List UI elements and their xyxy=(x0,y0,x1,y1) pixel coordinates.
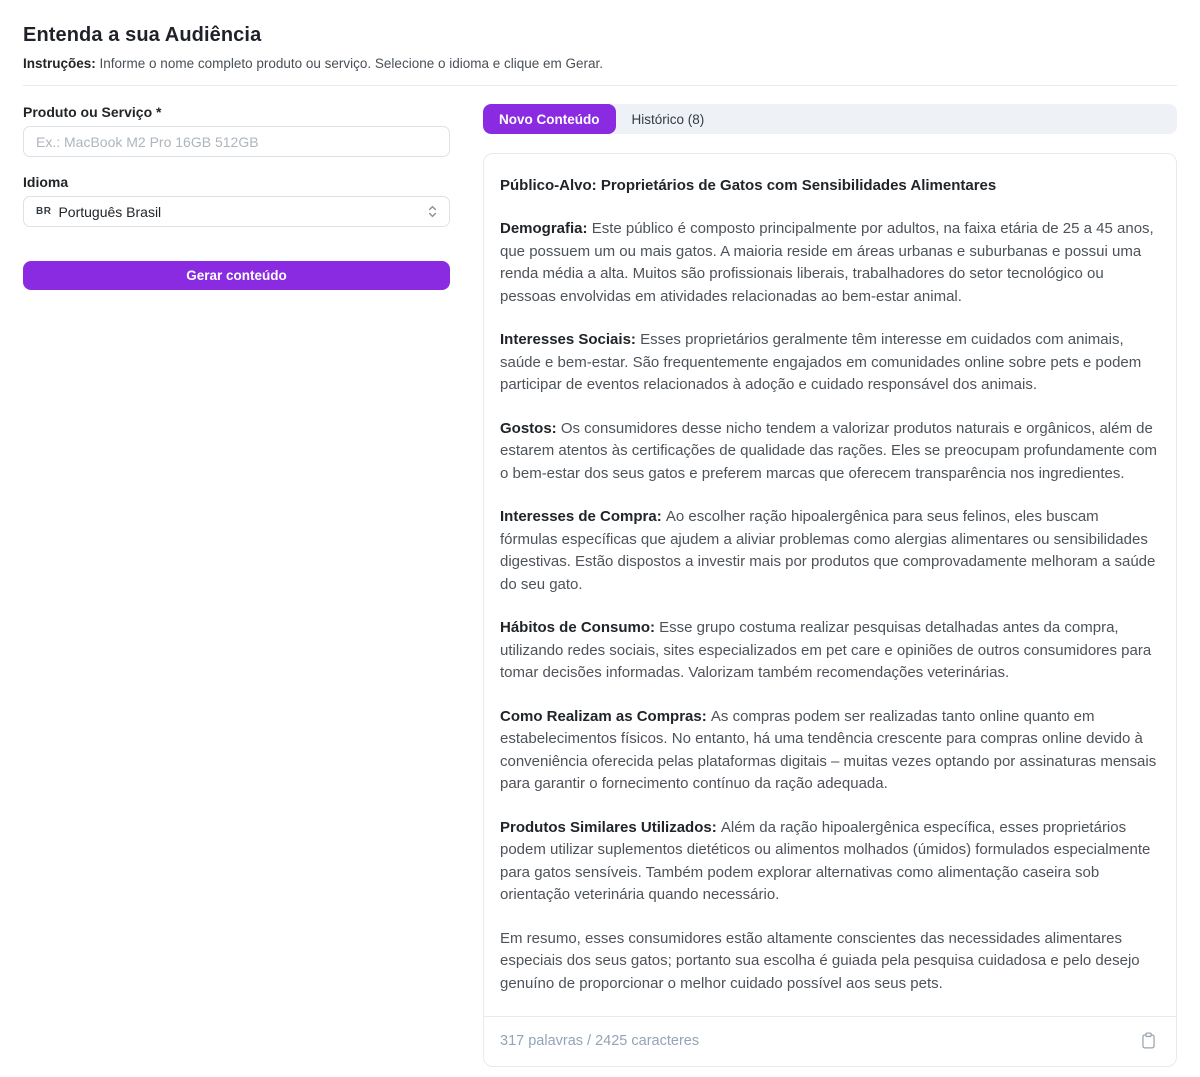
tabs-bar xyxy=(483,104,1177,134)
page-title: Entenda a sua Audiência xyxy=(23,24,262,46)
instructions xyxy=(23,56,1177,71)
paragraph-text: Esses proprietários geralmente têm interesse em cuidados com animais, saúde e bem-estar. São frequentemente engajados em comunidades online sobre pets e podem participar de eventos relacionados à adoção e cuidado responsável dos animais. xyxy=(500,331,1142,393)
paragraph-text: Além da ração hipoalergênica específica, esses proprietários podem utilizar suplementos dietéticos ou alimentos molhados (úmidos) formulados especialmente para gatos sensíveis. Também podem explorar alternativas como alimentação caseira sob orientação veterinária quando necessário. xyxy=(500,818,1151,903)
paragraph-lead: Demografia: xyxy=(500,220,592,237)
paragraph-text: Ao escolher ração hipoalergênica para seus felinos, eles buscam fórmulas específicas que ajudem a aliviar problemas como alergias alimentares ou sensibilidades digestivas. Estão dispostos a investir mais por produtos que comprovadamente melhoram a saúde do seu gato. xyxy=(500,508,1156,593)
paragraph-text: Em resumo, esses consumidores estão altamente conscientes das necessidades alimentares especiais dos seus gatos; portanto sua escolha é guiada pela pesquisa cuidadosa e pelo desejo genuíno de proporcionar o melhor cuidado possível aos seus pets. xyxy=(500,929,1140,992)
paragraph-text: Esse grupo costuma realizar pesquisas detalhadas antes da compra, utilizando redes sociais, sites especializados em pet care e opiniões de outros consumidores para tomar decisões informadas. Valorizam também recomendações veterinárias. xyxy=(500,619,1152,681)
product-input[interactable] xyxy=(23,126,450,157)
paragraph-lead: Hábitos de Consumo: xyxy=(500,619,660,636)
content-heading: Público-Alvo: Proprietários de Gatos com Sensibilidades Alimentares xyxy=(500,177,997,194)
instructions-text: Informe o nome completo produto ou serviço. Selecione o idioma e clique em Gerar. xyxy=(95,56,604,71)
chevron-up-down-icon xyxy=(426,204,439,219)
generator-form xyxy=(23,104,450,290)
paragraph-lead: Gostos: xyxy=(500,419,561,437)
content-paragraph xyxy=(500,218,1160,308)
language-select[interactable] xyxy=(23,196,450,227)
paragraph-lead: Como Realizam as Compras: xyxy=(500,707,711,725)
paragraph-text: As compras podem ser realizadas tanto online quanto em estabelecimentos físicos. No entanto, há uma tendência crescente para compras online devido à conveniência oferecida pelas plataformas digitais – muitas vezes optando por assinaturas mensais para garantir o fornecimento contínuo da ração adequada. xyxy=(500,707,1157,792)
tab-novo-conteudo[interactable]: Novo Conteúdo xyxy=(483,104,616,134)
content-paragraphs xyxy=(500,218,1160,995)
content-paragraph xyxy=(500,418,1160,486)
paragraph-lead: Interesses Sociais: xyxy=(500,331,641,348)
copy-button[interactable] xyxy=(1139,1030,1158,1051)
content-paragraph xyxy=(500,617,1160,685)
header-divider xyxy=(23,85,1177,86)
paragraph-text: Este público é composto principalmente por adultos, na faixa etária de 25 a 45 anos, que possuem um ou mais gatos. A maioria reside em áreas urbanas e suburbanas e possui uma renda média a alta. Muitos são profissionais liberais, trabalhadores do setor tecnológico ou pessoas envolvidas em atividades relacionadas ao bem-estar animal. xyxy=(500,220,1154,305)
word-count: 317 palavras / 2425 caracteres xyxy=(500,1032,700,1049)
tab-historico[interactable]: Histórico (8) xyxy=(616,104,721,134)
br-flag-icon: BR xyxy=(36,205,52,217)
card-footer xyxy=(484,1016,1176,1066)
language-label: Idioma xyxy=(23,174,69,190)
main-columns xyxy=(23,104,1177,1067)
product-label: Produto ou Serviço * xyxy=(23,104,162,120)
instructions-label: Instruções: xyxy=(23,56,96,71)
content-paragraph xyxy=(500,817,1160,907)
paragraph-lead: Produtos Similares Utilizados: xyxy=(500,818,721,836)
paragraph-lead: Interesses de Compra: xyxy=(500,508,666,525)
content-paragraph xyxy=(500,329,1160,397)
clipboard-icon xyxy=(1141,1032,1156,1049)
content-paragraph xyxy=(500,928,1160,996)
generate-button[interactable]: Gerar conteúdo xyxy=(23,261,450,290)
paragraph-text: Os consumidores desse nicho tendem a valorizar produtos naturais e orgânicos, além de estarem atentos às certificações de qualidade das rações. Eles se preocupam profundamente com o bem-estar dos seus gatos e preferem marcas que oferecem transparência nos ingredientes. xyxy=(500,419,1158,482)
result-column xyxy=(483,104,1177,1067)
content-paragraph xyxy=(500,506,1160,596)
language-selected-value: Português Brasil xyxy=(58,203,162,220)
generated-content-card xyxy=(483,153,1177,1067)
page-header xyxy=(23,24,1177,71)
content-paragraph xyxy=(500,706,1160,796)
